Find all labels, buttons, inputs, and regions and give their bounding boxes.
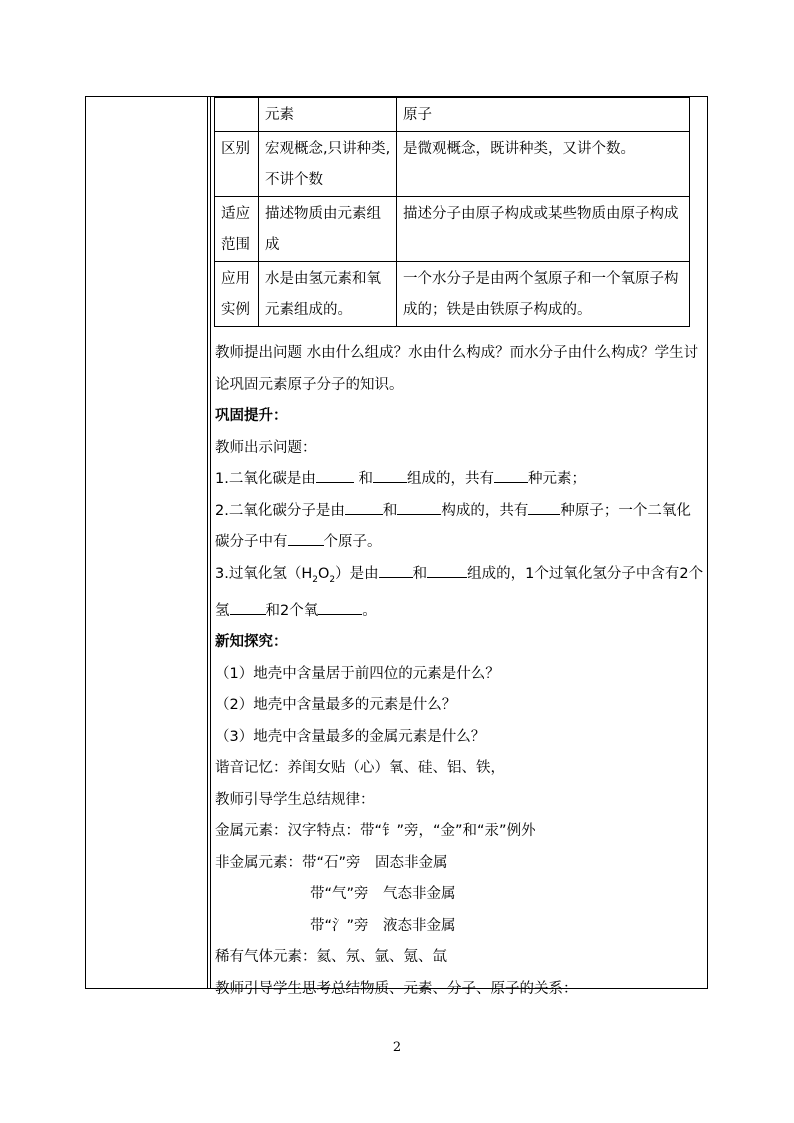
answer-blank[interactable] (288, 531, 324, 546)
page-number: 2 (392, 1040, 402, 1055)
inquiry-question-3: （3）地壳中含量最多的金属元素是什么？ (215, 728, 486, 745)
row-label: 应用实例 (215, 262, 259, 327)
q3-text-o: O (317, 565, 330, 582)
q3-text-f: 。 (362, 602, 377, 619)
mnemonic-line: 谐音记忆：养闺女贴（心）氧、硅、铝、铁， (215, 760, 505, 777)
q3-text-e: 和2个氧 (265, 602, 319, 619)
header-element-cell: 元素 (259, 98, 397, 132)
table-header-row (215, 98, 690, 132)
teacher-shows-question: 教师出示问题： (215, 439, 317, 456)
answer-blank[interactable] (397, 500, 441, 515)
q2-text-c: 构成的，共有 (441, 502, 529, 519)
teacher-guide-relationship: 教师引导学生思考总结物质、元素、分子、原子的关系： (215, 980, 578, 997)
q1-text-a: 1.二氧化碳是由 (215, 471, 316, 487)
q2-text-a: 2.二氧化碳分子是由 (215, 502, 345, 519)
atom-cell: 一个水分子是由两个氢原子和一个氧原子构成的；铁是由铁原子构成的。 (397, 262, 690, 327)
row-label: 适应范围 (215, 197, 259, 262)
answer-blank[interactable] (316, 468, 354, 483)
answer-blank[interactable] (379, 563, 413, 578)
consolidate-heading: 巩固提升： (215, 408, 288, 424)
question-3 (215, 559, 705, 628)
outer-column-divider-double (210, 97, 211, 988)
atom-cell: 描述分子由原子构成或某些物质由原子构成 (397, 197, 690, 262)
atom-cell: 是微观概念，既讲种类，又讲个数。 (397, 132, 690, 197)
new-knowledge-heading: 新知探究： (215, 634, 288, 651)
answer-blank[interactable] (427, 563, 467, 578)
element-cell: 描述物质由元素组成 (259, 197, 397, 262)
answer-blank[interactable] (230, 600, 266, 615)
question-2 (215, 496, 705, 559)
q3-text-a: 3.过氧化氢（H (215, 565, 313, 582)
q2-text-d: 种原子；一个二氧化碳分子中有 (215, 502, 691, 550)
answer-blank[interactable] (494, 468, 528, 483)
question-1 (215, 464, 705, 496)
element-atom-comparison-table (214, 97, 690, 327)
q3-subscript: 2 (329, 574, 336, 585)
q3-text-d: 组成的，1个过氧化氢分子中含有2个氢 (215, 565, 704, 619)
nonmetal-rule-liquid: 带“氵”旁 液态非金属 (310, 917, 456, 934)
answer-blank[interactable] (345, 500, 383, 515)
answer-blank[interactable] (528, 500, 560, 515)
answer-blank[interactable] (373, 468, 407, 483)
q3-text-b: ）是由 (335, 565, 379, 582)
noble-gas-line: 稀有气体元素：氦、氖、氩、氪、氙 (215, 949, 447, 966)
table-row (215, 132, 690, 197)
element-cell: 水是由氢元素和氧元素组成的。 (259, 262, 397, 327)
header-atom-cell: 原子 (397, 98, 690, 132)
answer-blank[interactable] (318, 600, 362, 615)
q1-text-b: 和 (353, 471, 373, 487)
q3-text-c: 和 (412, 565, 428, 582)
q2-text-b: 和 (382, 502, 398, 519)
lesson-content (215, 338, 705, 1005)
nonmetal-rule-gas: 带“气”旁 气态非金属 (310, 886, 456, 903)
teacher-question-paragraph: 教师提出问题 水由什么组成？水由什么构成？而水分子由什么构成？学生讨论巩固元素原子分子的知识。 (215, 345, 699, 393)
q1-text-d: 种元素； (527, 471, 586, 487)
inquiry-question-1: （1）地壳中含量居于前四位的元素是什么？ (215, 665, 500, 682)
inquiry-question-2: （2）地壳中含量最多的元素是什么？ (215, 697, 457, 714)
row-label: 区别 (215, 132, 259, 197)
teacher-guide-line: 教师引导学生总结规律： (215, 791, 375, 808)
element-cell: 宏观概念,只讲种类,不讲个数 (259, 132, 397, 197)
header-empty-cell (215, 98, 259, 132)
q1-text-c: 组成的，共有 (406, 471, 494, 487)
table-row (215, 262, 690, 327)
table-row (215, 197, 690, 262)
metal-element-rule: 金属元素：汉字特点：带“钅”旁，“金”和“汞”例外 (215, 823, 536, 840)
q2-text-e: 个原子。 (323, 534, 382, 550)
outer-column-divider (207, 97, 208, 988)
nonmetal-rule-solid: 非金属元素：带“石”旁 固态非金属 (215, 854, 448, 871)
q3-subscript: 2 (312, 574, 318, 585)
